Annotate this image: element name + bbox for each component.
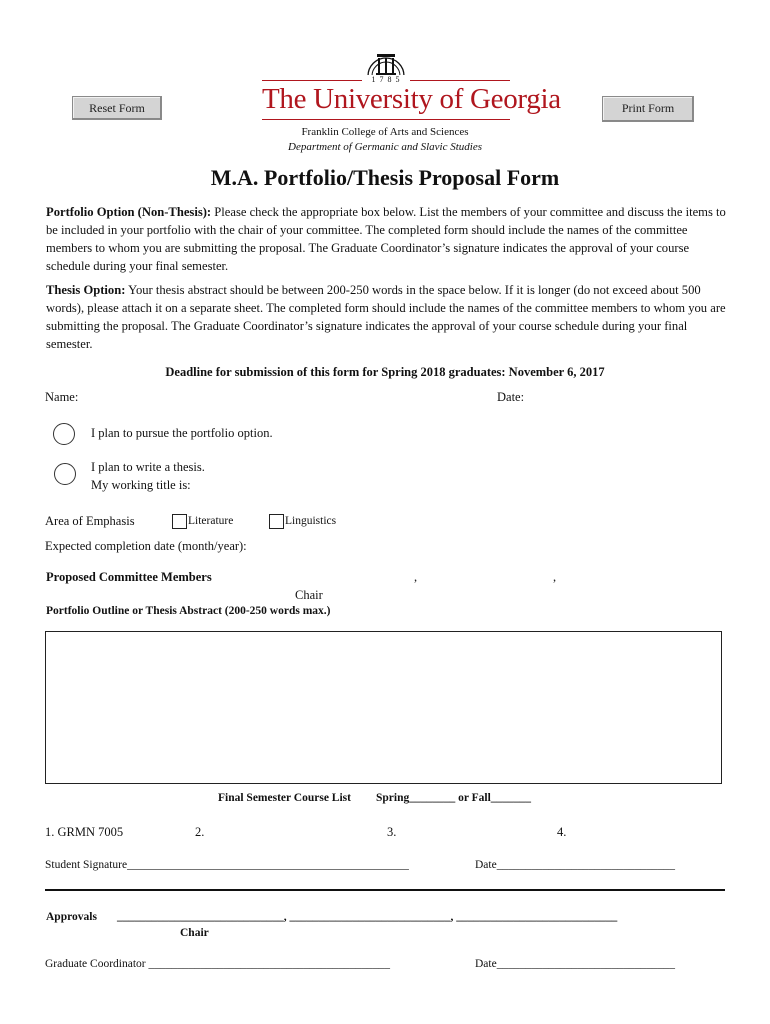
course-2-field[interactable]: [210, 825, 374, 843]
portfolio-option-label: I plan to pursue the portfolio option.: [91, 426, 273, 440]
course-3: 3.: [387, 825, 397, 839]
page-title: M.A. Portfolio/Thesis Proposal Form: [210, 165, 560, 190]
working-title-label: My working title is:: [91, 478, 191, 492]
student-date-line: Date_______________________________: [475, 859, 675, 871]
abstract-textarea[interactable]: [45, 631, 722, 784]
course-3-field[interactable]: [402, 825, 551, 843]
logo-year: 1 7 8 5: [362, 75, 410, 84]
graduate-coordinator-line: Graduate Coordinator __________________________________________: [45, 958, 390, 970]
committee-member-2-field[interactable]: [422, 570, 557, 588]
portfolio-option-heading: Portfolio Option (Non-Thesis):: [46, 205, 212, 219]
thesis-option-radio[interactable]: [54, 463, 76, 485]
abstract-heading: Portfolio Outline or Thesis Abstract (200-250 words max.): [46, 605, 331, 617]
committee-comma-2: ,: [553, 570, 557, 584]
linguistics-checkbox[interactable]: [269, 514, 284, 529]
area-of-emphasis-label: Area of Emphasis: [45, 514, 135, 528]
approvals-chair-label: Chair: [180, 927, 209, 939]
committee-chair-field[interactable]: [240, 570, 414, 588]
course-list-heading: Final Semester Course List: [218, 792, 351, 804]
thesis-option-heading: Thesis Option:: [46, 283, 126, 297]
section-divider: [45, 889, 725, 891]
approvals-signature-lines: _____________________________, ____________________________, ____________________________: [117, 911, 618, 923]
committee-comma-1: ,: [414, 570, 418, 584]
committee-chair-label: Chair: [295, 588, 323, 602]
course-1: 1. GRMN 7005: [45, 825, 124, 839]
literature-checkbox[interactable]: [172, 514, 187, 529]
college-name: Franklin College of Arts and Sciences: [301, 126, 469, 138]
course-2: 2.: [195, 825, 205, 839]
linguistics-label: Linguistics: [285, 515, 337, 527]
literature-label: Literature: [188, 515, 234, 527]
working-title-field[interactable]: [205, 478, 709, 496]
completion-date-field[interactable]: [272, 539, 516, 557]
reset-form-button[interactable]: Reset Form: [72, 96, 162, 120]
portfolio-option-paragraph: [46, 203, 726, 275]
thesis-option-text: Your thesis abstract should be between 200-250 words in the space below. If it is longer (do not exceed about 500 words), please attach it on a separate sheet. The completed form should include the names of the committee members to whom you are submitting the proposal. The Graduate Coordinator’s signature indicates the approval of your course schedule during your final semester.: [46, 283, 726, 351]
thesis-option-label: I plan to write a thesis.: [91, 460, 205, 474]
date-field[interactable]: [532, 390, 716, 408]
completion-date-label: Expected completion date (month/year):: [45, 539, 247, 553]
course-4-field[interactable]: [572, 825, 726, 843]
deadline-notice: Deadline for submission of this form for Spring 2018 graduates: November 6, 2017: [165, 365, 605, 379]
approvals-label: Approvals: [46, 911, 97, 923]
course-term-line: Spring________ or Fall_______: [376, 792, 532, 804]
name-field[interactable]: [86, 390, 470, 408]
university-name: The University of Georgia: [262, 83, 561, 115]
date-label: Date:: [497, 390, 525, 404]
student-signature-line: Student Signature_________________________________________________: [45, 859, 409, 871]
name-label: Name:: [45, 390, 79, 404]
department-name: Department of Germanic and Slavic Studies: [288, 141, 482, 153]
coordinator-date-line: Date_______________________________: [475, 958, 675, 970]
portfolio-option-text: Please check the appropriate box below. List the members of your committee and discuss the items to be included in your portfolio with the chair of your committee. The completed form should include the names of the committee members to whom you are submitting the proposal. The Graduate Coordinator’s signature indicates the approval of your course schedule during your final semester.: [46, 205, 726, 273]
course-4: 4.: [557, 825, 567, 839]
committee-heading: Proposed Committee Members: [46, 570, 212, 584]
portfolio-option-radio[interactable]: [53, 423, 75, 445]
thesis-option-paragraph: [46, 281, 726, 353]
print-form-button[interactable]: Print Form: [602, 96, 694, 122]
logo-rule-bottom: [262, 119, 510, 120]
committee-member-3-field[interactable]: [562, 570, 716, 588]
